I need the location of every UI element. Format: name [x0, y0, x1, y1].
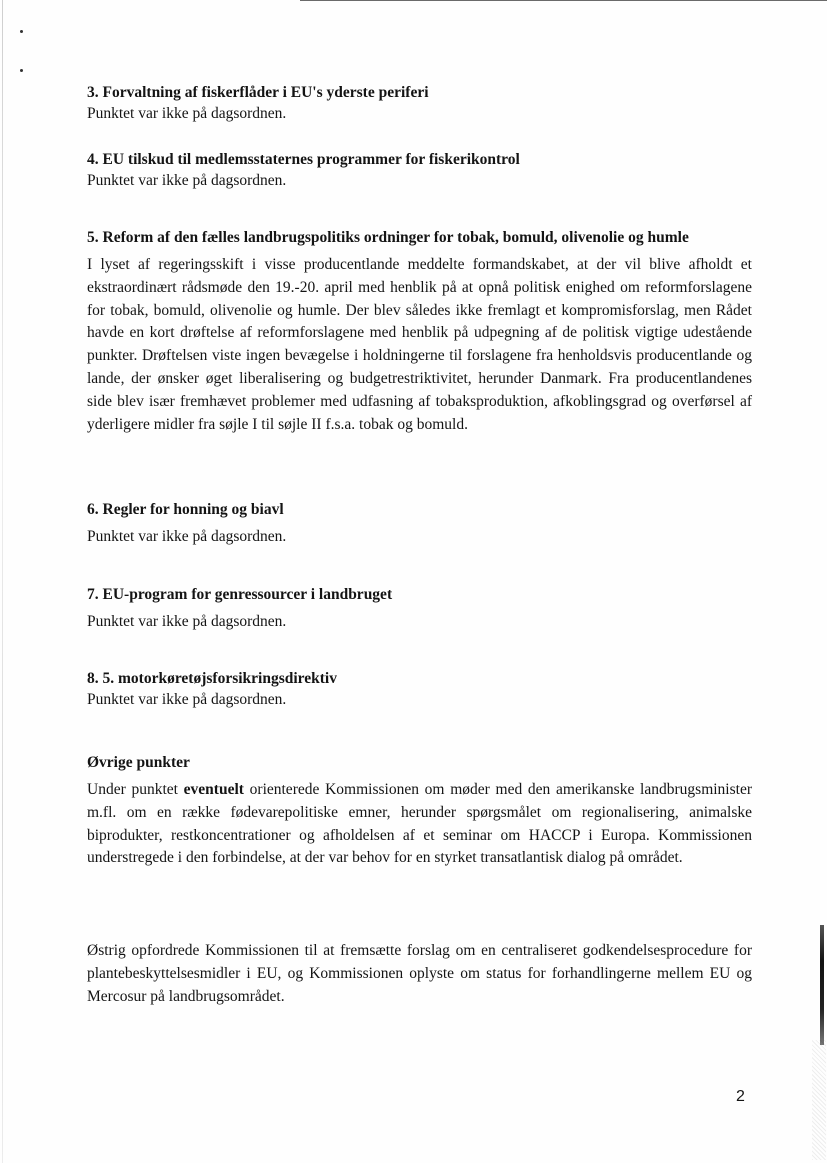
body-bold-term: eventuelt: [183, 781, 244, 798]
scan-edge-left: [2, 0, 3, 1163]
section-body: Punktet var ikke på dagsordnen.: [87, 691, 287, 708]
section-heading: 8. 5. motorkøretøjsforsikringsdirektiv: [87, 670, 337, 687]
section-body: Punktet var ikke på dagsordnen.: [87, 528, 287, 545]
section-heading: 6. Regler for honning og biavl: [87, 501, 284, 518]
section-3: [87, 83, 752, 126]
section-body: Punktet var ikke på dagsordnen.: [87, 172, 287, 189]
section-6: [87, 500, 752, 549]
scan-noise-right: [812, 1040, 826, 1160]
scan-dot: [20, 30, 23, 33]
section-body: Punktet var ikke på dagsordnen.: [87, 613, 287, 630]
section-5: [87, 228, 752, 436]
section-other: [87, 753, 752, 870]
scan-bar-right: [820, 925, 824, 1045]
section-4: [87, 150, 752, 193]
section-heading: 3. Forvaltning af fiskerflåder i EU's yderste periferi: [87, 84, 429, 101]
section-body: Punktet var ikke på dagsordnen.: [87, 105, 287, 122]
section-body: [87, 779, 752, 870]
section-8: [87, 669, 752, 712]
section-7: [87, 585, 752, 634]
section-body: Østrig opfordrede Kommissionen til at fremsætte forslag om en centraliseret godkendelsesprocedure for plantebeskyttelsesmidler i EU, og Kommissionen oplyste om status for forhandlingerne mellem EU og Mercosur på landbrugsområdet.: [87, 942, 752, 1005]
section-heading: 7. EU-program for genressourcer i landbruget: [87, 586, 393, 603]
body-suffix: orienterede Kommissionen om møder med den amerikanske landbrugsminister m.fl. om en række fødevarepolitiske emner, herunder spørgsmålet om regionalisering, animalske biprodukter, restkoncentrationer og afholdelsen af et seminar om HACCP i Europa. Kommissionen understregede i den forbindelse, at der var behov for en styrket transatlantisk dialog på området.: [87, 781, 752, 867]
section-heading: 4. EU tilskud til medlemsstaternes programmer for fiskerikontrol: [87, 151, 520, 168]
section-heading: Øvrige punkter: [87, 754, 190, 771]
section-other-paragraph-2: [87, 940, 752, 1008]
section-body: I lyset af regeringsskift i visse producentlande meddelte formandskabet, at der vil blive afholdt et ekstraordinært rådsmøde den 19.-20. april med henblik på at opnå politisk enighed om reformforslagene for tobak, bomuld, olivenolie og humle. Der blev således ikke fremlagt et kompromisforslag, men Rådet havde en kort drøftelse af reformforslagene med henblik på udpegning af de politisk vigtige udestående punkter. Drøftelsen viste ingen bevægelse i holdningerne til forslagene fra henholdsvis producentlande og lande, der ønsker øget liberalisering og budgetrestriktivitet, herunder Danmark. Fra producentlandenes side blev især fremhævet problemer med udfasning af tobaksproduktion, afkoblingsgrad og overførsel af yderligere midler fra søjle I til søjle II f.s.a. tobak og bomuld.: [87, 256, 752, 433]
page-number: 2: [736, 1088, 745, 1105]
scan-edge-top: [300, 0, 827, 1]
section-heading: 5. Reform af den fælles landbrugspolitiks ordninger for tobak, bomuld, olivenolie og humle: [87, 229, 689, 246]
body-prefix: Under punktet: [87, 781, 184, 798]
scan-dot: [20, 69, 23, 72]
